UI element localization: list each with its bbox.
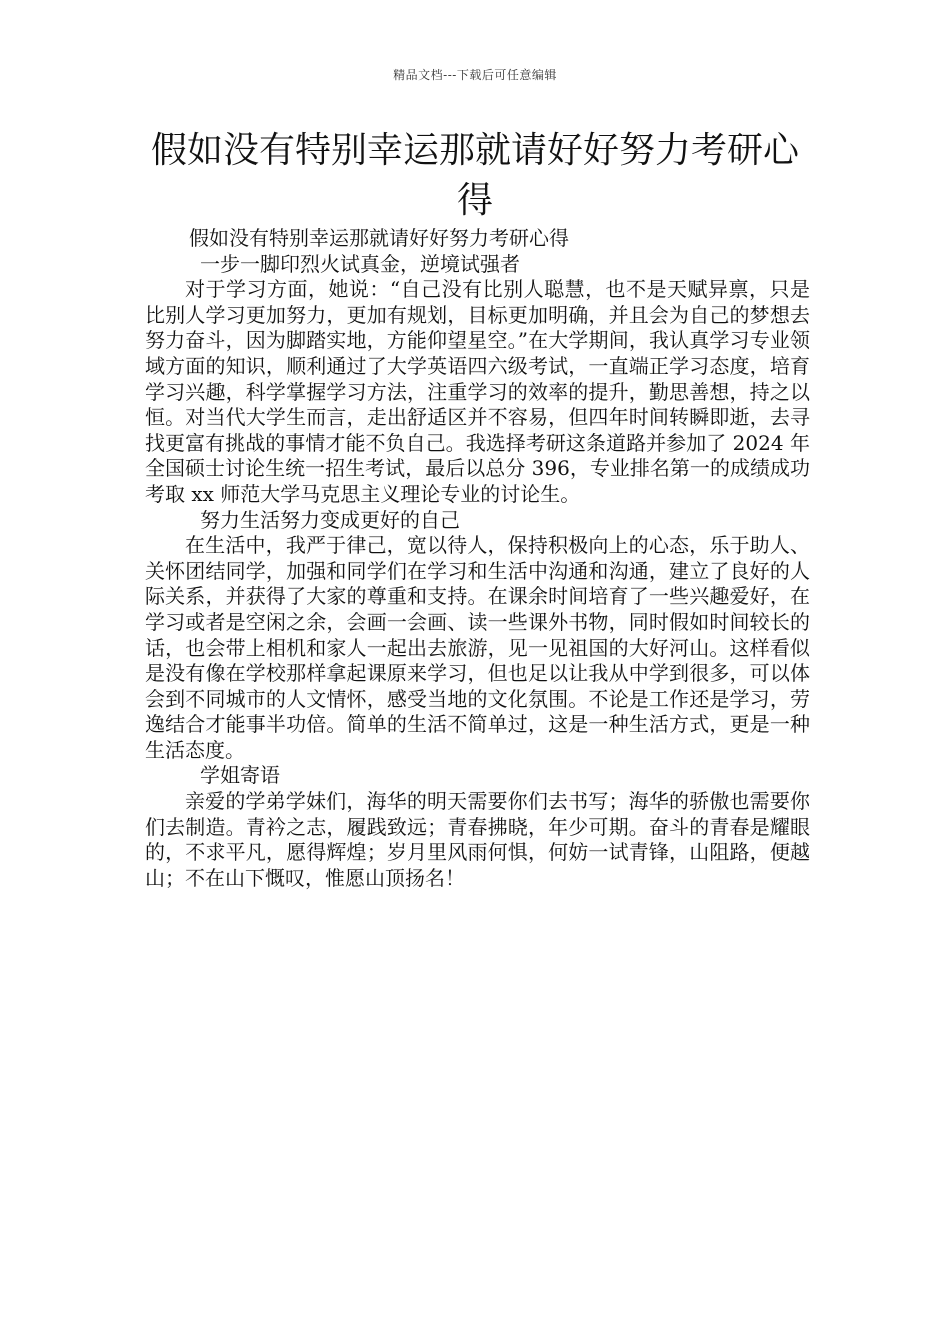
section-paragraph-message: 亲爱的学弟学妹们，海华的明天需要你们去书写；海华的骄傲也需要你们去制造。青衿之志，履践致远；青春拂晓，年少可期。奋斗的青春是耀眼的，不求平凡，愿得辉煌；岁月里风雨何惧，何妨一试青锋，山阻路，便越山；不在山下慨叹，惟愿山顶扬名！ (145, 789, 810, 890)
section-heading-life: 努力生活努力变成更好的自己 (200, 507, 460, 532)
document-title: 假如没有特别幸运那就请好好努力考研心得 (150, 130, 799, 221)
section-heading-study: 一步一脚印烈火试真金，逆境试强者 (200, 251, 520, 276)
section-paragraph-study: 对于学习方面，她说：“自己没有比别人聪慧，也不是天赋异禀，只是比别人学习更加努力，更加有规划，目标更加明确，并且会为自己的梦想去努力奋斗，因为脚踏实地，方能仰望星空。”在大学期间，我认真学习专业领域方面的知识，顺利通过了大学英语四六级考试，一直端正学习态度，培育学习兴趣，科学掌握学习方法，注重学习的效率的提升，勤思善想，持之以恒。对当代大学生而言，走出舒适区并不容易，但四年时间转瞬即逝，去寻找更富有挑战的事情才能不负自己。我选择考研这条道路并参加了 2024 年全国硕士讨论生统一招生考试，最后以总分 396，专业排名第一的成绩成功考取 xx 师范大学马克思主义理论专业的讨论生。 (145, 277, 810, 506)
section-heading-message: 学姐寄语 (200, 763, 280, 788)
header-note: 精品文档---下载后可任意编辑 (393, 68, 557, 82)
section-paragraph-life: 在生活中，我严于律己，宽以待人，保持积极向上的心态，乐于助人、关怀团结同学，加强和同学们在学习和生活中沟通和沟通，建立了良好的人际关系，并获得了大家的尊重和支持。在课余时间培育了一些兴趣爱好，在学习或者是空闲之余，会画一会画、读一些课外书物，同时假如时间较长的话，也会带上相机和家人一起出去旅游，见一见祖国的大好河山。这样看似是没有像在学校那样拿起课原来学习，但也足以让我从中学到很多，可以体会到不同城市的人文情怀，感受当地的文化氛围。不论是工作还是学习，劳逸结合才能事半功倍。简单的生活不简单过，这是一种生活方式，更是一种生活态度。 (145, 533, 810, 762)
document-subtitle: 假如没有特别幸运那就请好好努力考研心得 (189, 226, 569, 250)
document-body (145, 226, 810, 891)
